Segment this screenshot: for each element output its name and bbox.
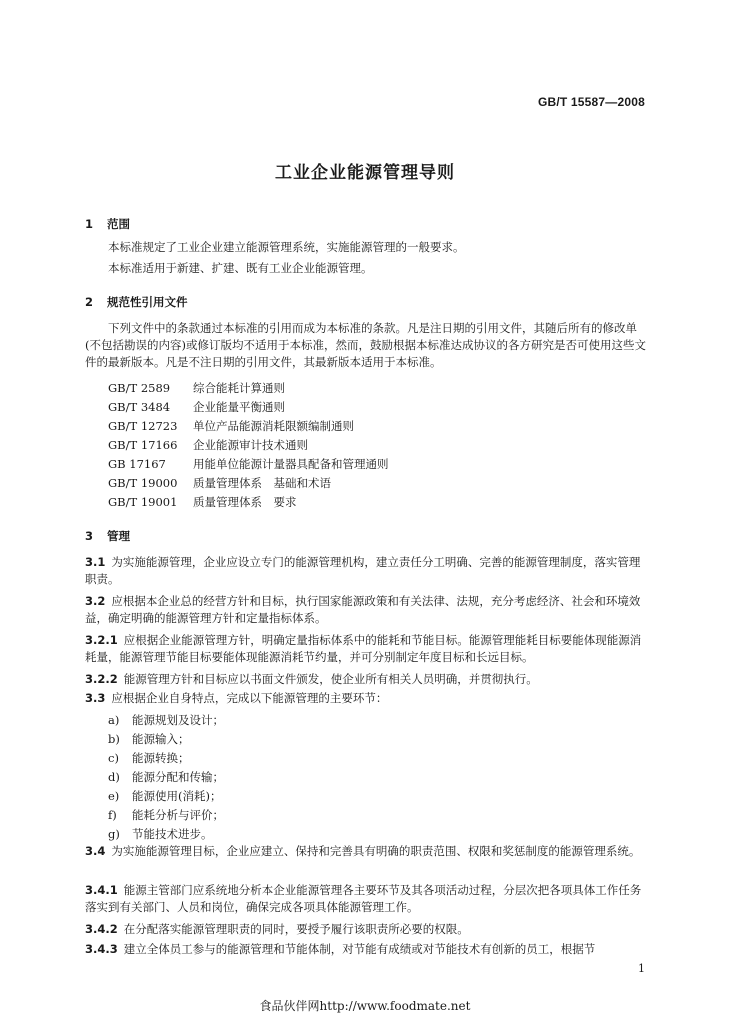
reference-name: 用能单位能源计量器具配备和管理通则 — [193, 457, 389, 471]
standard-code: GB/T 15587—2008 — [537, 95, 645, 109]
list-item — [108, 711, 224, 730]
reference-code: GB/T 17166 — [108, 438, 178, 452]
reference-name: 企业能量平衡通则 — [193, 400, 285, 414]
reference-item — [108, 493, 389, 512]
list-item — [108, 768, 224, 787]
reference-code: GB/T 19000 — [108, 476, 178, 490]
item-text: 能耗分析与评价； — [132, 808, 224, 822]
item-letter: f) — [108, 808, 117, 822]
footer-watermark: 食品伙伴网http://www.foodmate.net — [259, 999, 471, 1013]
item-letter: d) — [108, 770, 120, 784]
item-text: 能源规划及设计； — [132, 713, 224, 727]
reference-item — [108, 474, 389, 493]
reference-name: 质量管理体系 要求 — [193, 495, 297, 509]
list-item — [108, 787, 224, 806]
scope-paragraph-2: 本标准适用于新建、扩建、既有工业企业能源管理。 — [108, 261, 373, 275]
clause-text: 能源管理方针和目标应以书面文件颁发，使企业所有相关人员明确，并贯彻执行。 — [123, 672, 538, 686]
item-text: 节能技术进步。 — [132, 827, 213, 841]
list-item — [108, 749, 224, 768]
clause-3-4 — [85, 843, 650, 860]
clause-3-4-3 — [85, 941, 650, 958]
reference-item — [108, 436, 389, 455]
management-items-list — [108, 711, 224, 844]
clause-number: 3.2.1 — [85, 633, 118, 647]
clause-3-4-1 — [85, 882, 650, 916]
clause-number: 3.2 — [85, 594, 106, 608]
reference-item — [108, 417, 389, 436]
reference-name: 企业能源审计技术通则 — [193, 438, 308, 452]
reference-item — [108, 398, 389, 417]
section-2-heading — [85, 294, 188, 310]
clause-text: 为实施能源管理目标，企业应建立、保持和完善具有明确的职责范围、权限和奖惩制度的能源管理系统。 — [111, 844, 641, 858]
reference-name: 综合能耗计算通则 — [193, 381, 285, 395]
page-number: 1 — [638, 962, 645, 975]
references-intro: 下列文件中的条款通过本标准的引用而成为本标准的条款。凡是注日期的引用文件，其随后所有的修改单(不包括勘误的内容)或修订版均不适用于本标准，然而，鼓励根据本标准达成协议的各方研究是否可使用这些文件的最新版本。凡是不注日期的引用文件，其最新版本适用于本标准。 — [85, 321, 646, 369]
clause-3-1 — [85, 554, 650, 588]
reference-code: GB/T 3484 — [108, 400, 171, 414]
clause-text: 为实施能源管理，企业应设立专门的能源管理机构，建立责任分工明确、完善的能源管理制度，落实管理职责。 — [85, 555, 641, 586]
clause-text: 能源主管部门应系统地分析本企业能源管理各主要环节及其各项活动过程，分层次把各项具体工作任务落实到有关部门、人员和岗位，确保完成各项具体能源管理工作。 — [85, 883, 642, 914]
item-letter: a) — [108, 713, 120, 727]
item-text: 能源转换； — [132, 751, 190, 765]
item-letter: e) — [108, 789, 120, 803]
item-letter: g) — [108, 827, 120, 841]
reference-code: GB/T 19001 — [108, 495, 178, 509]
section-number: 3 — [85, 529, 94, 543]
document-title: 工业企业能源管理导则 — [275, 163, 455, 183]
clause-number: 3.4.3 — [85, 942, 118, 956]
clause-number: 3.2.2 — [85, 672, 118, 686]
list-item — [108, 730, 224, 749]
list-item — [108, 806, 224, 825]
clause-number: 3.3 — [85, 691, 106, 705]
clause-3-3 — [85, 690, 650, 707]
reference-name: 质量管理体系 基础和术语 — [193, 476, 331, 490]
section-number: 1 — [85, 217, 94, 231]
reference-code: GB/T 2589 — [108, 381, 171, 395]
clause-3-4-2 — [85, 921, 650, 938]
clause-number: 3.4.2 — [85, 922, 118, 936]
section-title: 管理 — [107, 529, 130, 543]
item-letter: c) — [108, 751, 119, 765]
clause-text: 建立全体员工参与的能源管理和节能体制，对节能有成绩或对节能技术有创新的员工，根据节 — [123, 942, 596, 956]
clause-number: 3.4 — [85, 844, 106, 858]
section-title: 范围 — [107, 217, 130, 231]
reference-name: 单位产品能源消耗限额编制通则 — [193, 419, 354, 433]
clause-number: 3.1 — [85, 555, 106, 569]
item-text: 能源输入； — [132, 732, 190, 746]
section-title: 规范性引用文件 — [107, 295, 188, 309]
item-text: 能源分配和传输； — [132, 770, 224, 784]
section-3-heading — [85, 528, 130, 544]
reference-list — [108, 379, 389, 512]
reference-code: GB/T 12723 — [108, 419, 178, 433]
clause-text: 应根据本企业总的经营方针和目标，执行国家能源政策和有关法律、法规，充分考虑经济、社会和环境效益，确定明确的能源管理方针和定量指标体系。 — [85, 594, 641, 625]
item-text: 能源使用(消耗)； — [132, 789, 222, 803]
clause-3-2-1 — [85, 632, 650, 666]
clause-text: 在分配落实能源管理职责的同时，要授予履行该职责所必要的权限。 — [123, 922, 469, 936]
reference-code: GB 17167 — [108, 457, 166, 471]
clause-number: 3.4.1 — [85, 883, 118, 897]
reference-item — [108, 379, 389, 398]
section-1-heading — [85, 216, 130, 232]
clause-3-2-2 — [85, 671, 650, 688]
list-item — [108, 825, 224, 844]
reference-item — [108, 455, 389, 474]
clause-text: 应根据企业能源管理方针，明确定量指标体系中的能耗和节能目标。能源管理能耗目标要能体现能源消耗量，能源管理节能目标要能体现能源消耗节约量，并可分别制定年度目标和长远目标。 — [85, 633, 642, 664]
scope-paragraph-1: 本标准规定了工业企业建立能源管理系统，实施能源管理的一般要求。 — [108, 240, 465, 254]
section-number: 2 — [85, 295, 94, 309]
clause-3-2 — [85, 593, 650, 627]
clause-text: 应根据企业自身特点，完成以下能源管理的主要环节： — [111, 691, 388, 705]
item-letter: b) — [108, 732, 120, 746]
